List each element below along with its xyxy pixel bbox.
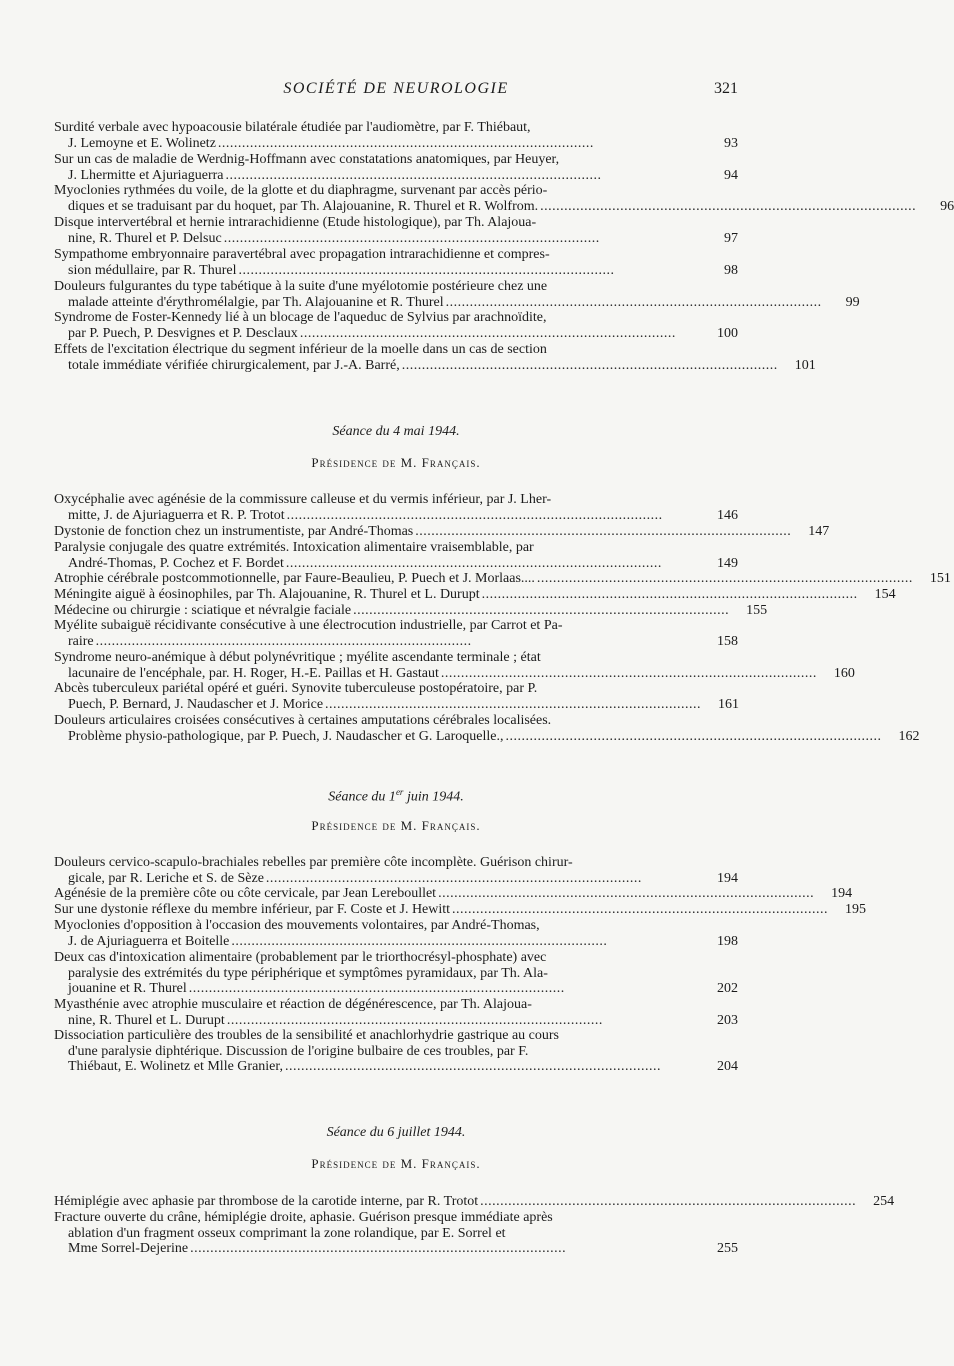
entry-text-line: Thiébaut, E. Wolinetz et Mlle Granier, [68,1059,283,1075]
toc-entry [54,310,738,341]
leader-dots [441,666,815,682]
toc-entry [54,152,738,183]
entry-text-line: Myélite subaiguë récidivante consécutive à une électrocution industrielle, par Carrot et Pa- [54,618,563,633]
presidence-may: Présidence de M. Français. [311,455,481,470]
toc-entry [54,279,860,310]
toc-entry [54,1028,738,1075]
toc-entry [54,571,951,587]
entry-text-line: Sympathome embryonnaire paravertébral avec propagation intrarachidienne et compres- [54,247,550,262]
entry-text-line: d'une paralysie diphtérique. Discussion de l'origine bulbaire de ces troubles, par F. [68,1043,529,1059]
entry-text-line: lacunaire de l'encéphale, par. H. Roger, H.-E. Paillas et H. Gastaut [68,665,439,681]
entry-page-number: 204 [717,1059,738,1075]
leader-dots [227,1013,698,1029]
entry-text-line: ablation d'un fragment osseux comprimant la zone rolandique, par E. Sorrel et [68,1225,506,1241]
entry-page-number: 203 [717,1012,738,1028]
toc-entry [54,681,738,712]
entry-text-line: Sur un cas de maladie de Werdnig-Hoffmann avec constatations anatomiques, par Heuyer, [54,152,560,167]
entry-text-line: nine, R. Thurel et P. Delsuc [68,230,222,246]
leader-dots [482,587,856,603]
toc-entry [54,902,867,918]
entry-text-line: J. de Ajuriaguerra et Boitelle [68,933,230,949]
toc-entry [54,918,738,949]
entry-page-number: 101 [794,357,816,373]
leader-dots [238,263,698,279]
entry-page-number: 99 [845,294,860,310]
session-date-july: Séance du 6 juillet 1944. [326,1125,466,1140]
entry-text-line: Deux cas d'intoxication alimentaire (probablement par le triorthocrésyl-phosphate) avec [54,950,547,965]
leader-dots [286,556,698,572]
toc-entry [54,524,830,540]
entry-page-number: 161 [718,696,740,712]
entry-text-line: Sur une dystonie réflexe du membre inférieur, par F. Coste et J. Hewitt [54,902,451,917]
entry-text-line: Douleurs cervico-scapulo-brachiales rebelles par première côte incomplète. Guérison chirur- [54,855,573,870]
entry-text-line: paralysie des extrémités du type périphérique et symptômes pyramidaux, par Th. Ala- [68,965,548,981]
leader-dots [226,168,699,184]
entry-text-line: Problème physio-pathologique, par P. Puech, J. Naudascher et G. Laroquelle., [68,728,504,744]
entry-page-number: 254 [873,1194,895,1209]
leader-dots [438,886,812,902]
leader-dots [231,934,698,950]
leader-dots [402,358,776,374]
leader-dots [224,231,698,247]
entry-text-line: Abcès tuberculeux pariétal opéré et guéri. Synovite tuberculeuse postopératoire, par P. [54,681,538,696]
entry-text-line: Mme Sorrel-Dejerine [68,1241,189,1257]
entry-text-line: Douleurs articulaires croisées consécutives à certaines amputations cérébrales localisées. [54,713,552,728]
entry-text-line: Méningite aiguë à éosinophiles, par Th. Alajouanine, R. Thurel et L. Durupt [54,587,480,602]
leader-dots [480,1194,854,1210]
entry-page-number: 198 [717,933,738,949]
page-header [54,80,738,102]
toc-entry [54,247,738,278]
toc-entry [54,342,816,373]
entry-text-line: Agénésie de la première côte ou côte cervicale, par Jean Lereboullet [54,886,437,901]
entry-text-line: Douleurs fulgurantes du type tabétique à la suite d'une myélotomie postérieure chez une [54,279,548,294]
leader-dots [190,1241,698,1257]
running-title: SOCIÉTÉ DE NEUROLOGIE [283,80,509,97]
entry-text-line: Oxycéphalie avec agénésie de la commissure calleuse et du vermis inférieur, par J. Lher- [54,492,552,507]
toc-entry [54,855,738,886]
entry-text-line: jouanine et R. Thurel [68,981,187,997]
toc-entry [54,713,920,744]
entry-page-number: 149 [717,555,738,571]
entry-text-line: Surdité verbale avec hypoacousie bilatérale étudiée par l'audiomètre, par F. Thiébaut, [54,120,531,135]
entry-text-line: J. Lhermitte et Ajuriaguerra [68,167,224,183]
entry-page-number: 162 [898,728,920,744]
entry-text-line: diques et se traduisant par du hoquet, par Th. Alajouanine, R. Thurel et R. Wolfrom. [68,198,539,214]
entry-text-line: gicale, par R. Leriche et S. de Sèze [68,870,264,886]
toc-entry [54,603,768,619]
entry-page-number: 96 [940,198,954,214]
entry-text-line: malade atteinte d'érythromélalgie, par Th. Alajouanine et R. Thurel [68,294,444,310]
entry-text-line: Paralysie conjugale des quatre extrémités. Intoxication alimentaire vraisemblable, par [54,540,534,555]
entry-text-line: Disque intervertébral et hernie intrarachidienne (Etude histologique), par Th. Alajoua- [54,215,537,230]
entry-text-line: Effets de l'excitation électrique du segment inférieur de la moelle dans un cas de section [54,342,547,357]
entry-page-number: 194 [831,886,853,901]
entry-text-line: Dissociation particulière des troubles de la sensibilité et anachlorhydrie gastrique au cours [54,1028,560,1043]
entry-text-line: Hémiplégie avec aphasie par thrombose de la carotide interne, par R. Trotot [54,1194,479,1209]
entry-page-number: 147 [808,524,830,539]
entry-page-number: 154 [874,587,896,602]
entry-page-number: 151 [929,571,951,586]
leader-dots [537,571,911,587]
entry-text-line: totale immédiate vérifiée chirurgicalement, par J.-A. Barré, [68,357,400,373]
entry-text-line: J. Lemoyne et E. Wolinetz [68,135,216,151]
entry-text-line: Myasthénie avec atrophie musculaire et réaction de dégénérescence, par Th. Alajoua- [54,997,532,1012]
toc-entry [54,215,738,246]
entry-page-number: 98 [724,262,738,278]
entry-text-line: nine, R. Thurel et L. Durupt [68,1012,225,1028]
leader-dots [452,902,826,918]
entry-page-number: 97 [724,230,738,246]
entry-page-number: 100 [717,325,738,341]
entry-page-number: 94 [724,167,738,183]
entry-text-line: Myoclonies rythmées du voile, de la glotte et du diaphragme, survenant par accès pério- [54,183,548,198]
entry-text-line: Médecine ou chirurgie : sciatique et névralgie faciale [54,603,352,618]
toc-entry [54,618,738,649]
leader-dots [353,603,727,619]
leader-dots [287,508,698,524]
toc-entry [54,1194,895,1210]
toc-entry [54,950,738,997]
entry-text-line: mitte, J. de Ajuriaguerra et R. P. Trotot [68,507,285,523]
leader-dots [446,295,820,311]
toc-entry [54,1210,738,1257]
entry-page-number: 195 [845,902,867,917]
entry-text-line: Fracture ouverte du crâne, hémiplégie droite, aphasie. Guérison presque immédiate après [54,1210,553,1225]
entry-page-number: 155 [746,603,768,618]
entry-text-line: Atrophie cérébrale postcommotionnelle, par Faure-Beaulieu, P. Puech et J. Morlaas.... [54,571,535,586]
entry-page-number: 160 [833,665,855,681]
page-number: 321 [714,80,738,97]
toc-entry [54,183,954,214]
toc-entry [54,540,738,571]
session-date-june: Séance du 1er juin 1944. [328,787,464,805]
leader-dots [325,697,699,713]
entry-text-line: par P. Puech, P. Desvignes et P. Desclaux [68,325,298,341]
leader-dots [540,199,914,215]
entry-page-number: 146 [717,507,738,523]
toc-entry [54,120,738,151]
leader-dots [189,981,698,997]
entry-text-line: Myoclonies d'opposition à l'occasion des mouvements volontaires, par André-Thomas, [54,918,540,933]
presidence-july: Présidence de M. Français. [311,1156,481,1171]
entry-text-line: Dystonie de fonction chez un instrumentiste, par André-Thomas [54,524,414,539]
entry-text-line: Syndrome de Foster-Kennedy lié à un blocage de l'aqueduc de Sylvius par arachnoïdite, [54,310,547,325]
entry-page-number: 202 [717,981,738,997]
entry-text-line: Puech, P. Bernard, J. Naudascher et J. Morice [68,696,324,712]
leader-dots [285,1059,698,1075]
leader-dots [266,871,698,887]
toc-entry [54,587,896,603]
entry-page-number: 93 [724,135,738,151]
entry-text-line: sion médullaire, par R. Thurel [68,262,237,278]
toc-entry [54,650,855,681]
entry-text-line: Syndrome neuro-anémique à début polynévritique ; myélite ascendante terminale ; état [54,650,541,665]
leader-dots [415,524,789,540]
leader-dots [505,729,879,745]
presidence-june: Présidence de M. Français. [311,818,481,833]
leader-dots [300,326,698,342]
entry-text-line: raire [68,633,94,649]
toc-entry [54,997,738,1028]
entry-page-number: 194 [717,870,738,886]
entry-page-number: 158 [717,633,738,649]
entry-text-line: André-Thomas, P. Cochez et F. Bordet [68,555,284,571]
leader-dots [218,136,698,152]
entry-page-number: 255 [717,1241,738,1257]
toc-entry [54,886,853,902]
session-date-may: Séance du 4 mai 1944. [332,424,460,439]
leader-dots [96,634,698,650]
toc-entry [54,492,738,523]
